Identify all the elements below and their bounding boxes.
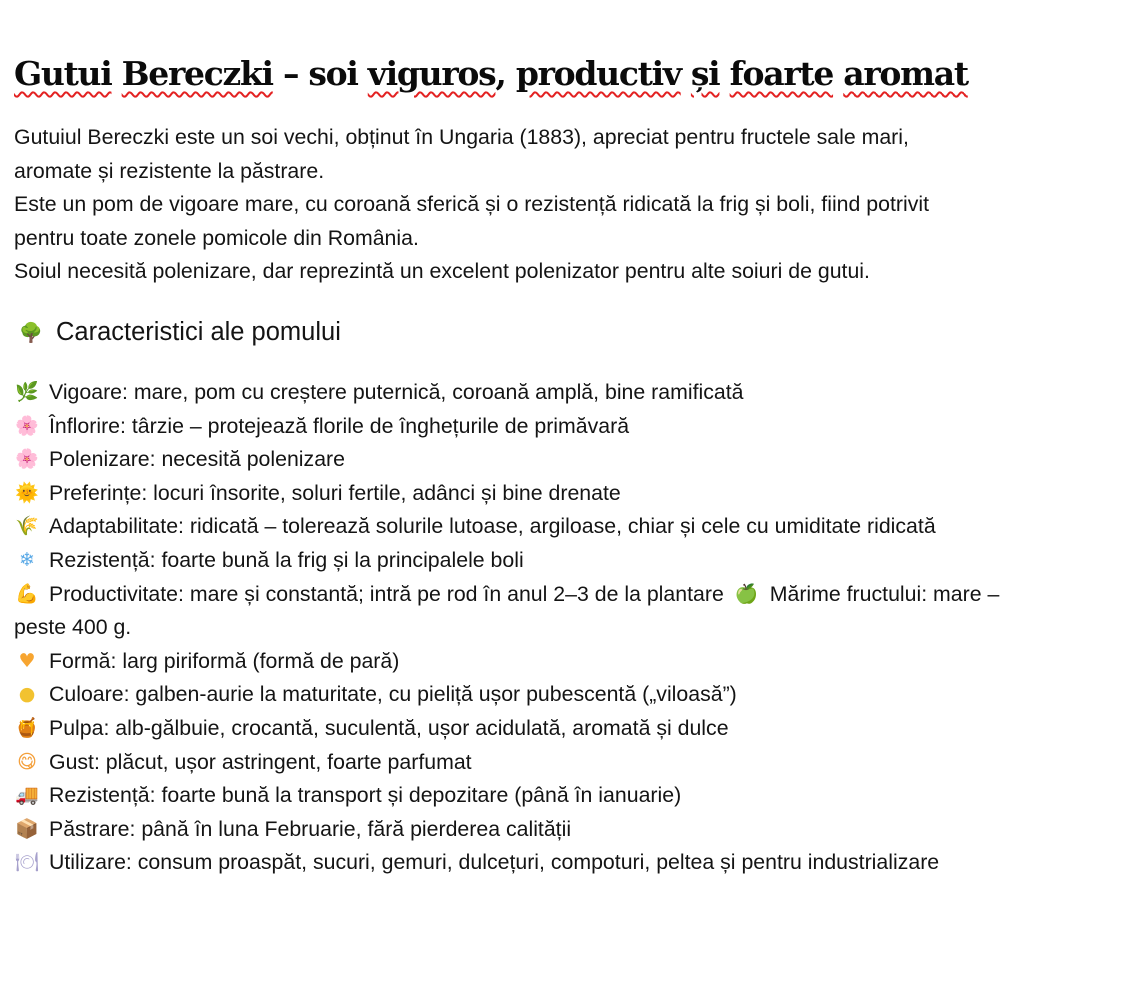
herb-icon: 🌿 xyxy=(15,381,39,403)
list-item-text: Formă: larg piriformă (formă de pară) xyxy=(49,648,400,673)
cherry-blossom-icon: 🌸 xyxy=(15,414,39,437)
characteristics-list[interactable] xyxy=(14,376,1124,880)
list-item-text: Polenizare: necesită polenizare xyxy=(49,447,345,472)
list-item-text: Rezistență: foarte bună la frig și la principalele boli xyxy=(49,547,524,572)
title-word-misspelled[interactable]: productiv xyxy=(515,54,681,93)
cherry-blossom-icon: 🌸 xyxy=(15,448,39,471)
list-item-text: Păstrare: până în luna Februarie, fără pierderea calității xyxy=(49,816,572,841)
title-word-misspelled[interactable]: aromat xyxy=(843,54,968,93)
title-segment xyxy=(111,54,121,93)
list-item xyxy=(14,712,1124,746)
fork-knife-plate-icon: 🍽 xyxy=(14,851,40,874)
list-item xyxy=(14,376,1124,410)
list-item xyxy=(14,846,1124,880)
list-item-text: Utilizare: consum proaspăt, sucuri, gemuri, dulcețuri, compoturi, peltea și pentru industrializare xyxy=(49,850,940,875)
intro-line: aromate și rezistente la păstrare. xyxy=(14,158,325,183)
intro-line: Este un pom de vigoare mare, cu coroană sferică și o rezistență ridicată la frig și boli, fiind potrivit xyxy=(14,192,930,217)
list-item-text: Vigoare: mare, pom cu creștere puternică, coroană amplă, bine ramificată xyxy=(49,380,744,404)
list-item-text: Productivitate: mare și constantă; intră pe rod în anul 2–3 de la plantare xyxy=(49,581,724,606)
yellow-circle-icon: ● xyxy=(18,683,36,706)
section-heading[interactable] xyxy=(18,313,341,351)
green-apple-icon: 🍏 xyxy=(734,582,759,605)
list-item xyxy=(14,813,1124,847)
deciduous-tree-icon: 🌳 xyxy=(19,322,43,344)
title-word-misspelled[interactable]: viguros xyxy=(367,54,496,93)
list-item xyxy=(14,746,1124,780)
intro-line: Soiul necesită polenizare, dar reprezintă un excelent polenizator pentru alte soiuri de gutui. xyxy=(14,259,870,284)
orange-heart-icon: ♥ xyxy=(18,649,36,672)
title-segment: – soi xyxy=(272,54,368,93)
section-heading-text: Caracteristici ale pomului xyxy=(56,318,341,346)
flexed-biceps-icon: 💪 xyxy=(15,582,39,605)
list-item xyxy=(14,510,1124,544)
list-item xyxy=(14,443,1124,477)
honey-pot-icon: 🍯 xyxy=(15,716,39,739)
intro-line: Gutuiul Bereczki este un soi vechi, obținut în Ungaria (1883), apreciat pentru fructele sale mari, xyxy=(14,125,909,149)
list-item-text: Înflorire: târzie – protejează florile de înghețurile de primăvară xyxy=(49,413,630,438)
intro-line: pentru toate zonele pomicole din România. xyxy=(14,225,419,250)
list-item xyxy=(14,477,1124,511)
list-item-text: Culoare: galben-aurie la maturitate, cu pieliță ușor pubescentă („viloasă”) xyxy=(49,682,737,707)
list-item xyxy=(14,410,1124,444)
list-item-text: Pulpa: alb-gălbuie, crocantă, suculentă, ușor acidulată, aromată și dulce xyxy=(49,715,729,740)
intro-paragraph[interactable] xyxy=(14,121,1114,289)
list-item-continuation: Mărime fructului: mare – peste 400 g. xyxy=(14,581,1000,640)
list-item xyxy=(14,779,1124,813)
title-segment xyxy=(833,54,843,93)
smiling-sun-icon: 🌞 xyxy=(15,481,39,504)
article-title[interactable] xyxy=(14,52,968,96)
list-item xyxy=(14,678,1124,712)
list-item xyxy=(14,544,1124,578)
title-word-misspelled[interactable]: Gutui xyxy=(14,54,112,93)
face-savoring-food-icon: 😋 xyxy=(17,750,37,773)
list-item-text: Adaptabilitate: ridicată – tolerează solurile lutoase, argiloase, chiar și cele cu umiditate ridicată xyxy=(49,514,936,539)
title-segment xyxy=(681,54,691,93)
list-item xyxy=(14,578,1054,645)
title-word-misspelled[interactable]: foarte xyxy=(729,54,834,93)
list-item xyxy=(14,645,1124,679)
title-word-misspelled[interactable]: Bereczki xyxy=(121,54,273,93)
package-icon: 📦 xyxy=(15,817,39,840)
list-item-text: Rezistență: foarte bună la transport și depozitare (până în ianuarie) xyxy=(49,783,682,808)
sheaf-of-rice-icon: 🌾 xyxy=(15,515,39,538)
list-item-text: Preferințe: locuri însorite, soluri fertile, adânci și bine drenate xyxy=(49,480,621,505)
snowflake-icon: ❄ xyxy=(19,548,35,571)
list-item-text: Gust: plăcut, ușor astringent, foarte parfumat xyxy=(49,749,472,774)
title-word-misspelled[interactable]: și xyxy=(690,54,720,93)
title-segment: , xyxy=(495,54,516,93)
title-segment xyxy=(719,54,729,93)
delivery-truck-icon: 🚚 xyxy=(15,784,39,807)
